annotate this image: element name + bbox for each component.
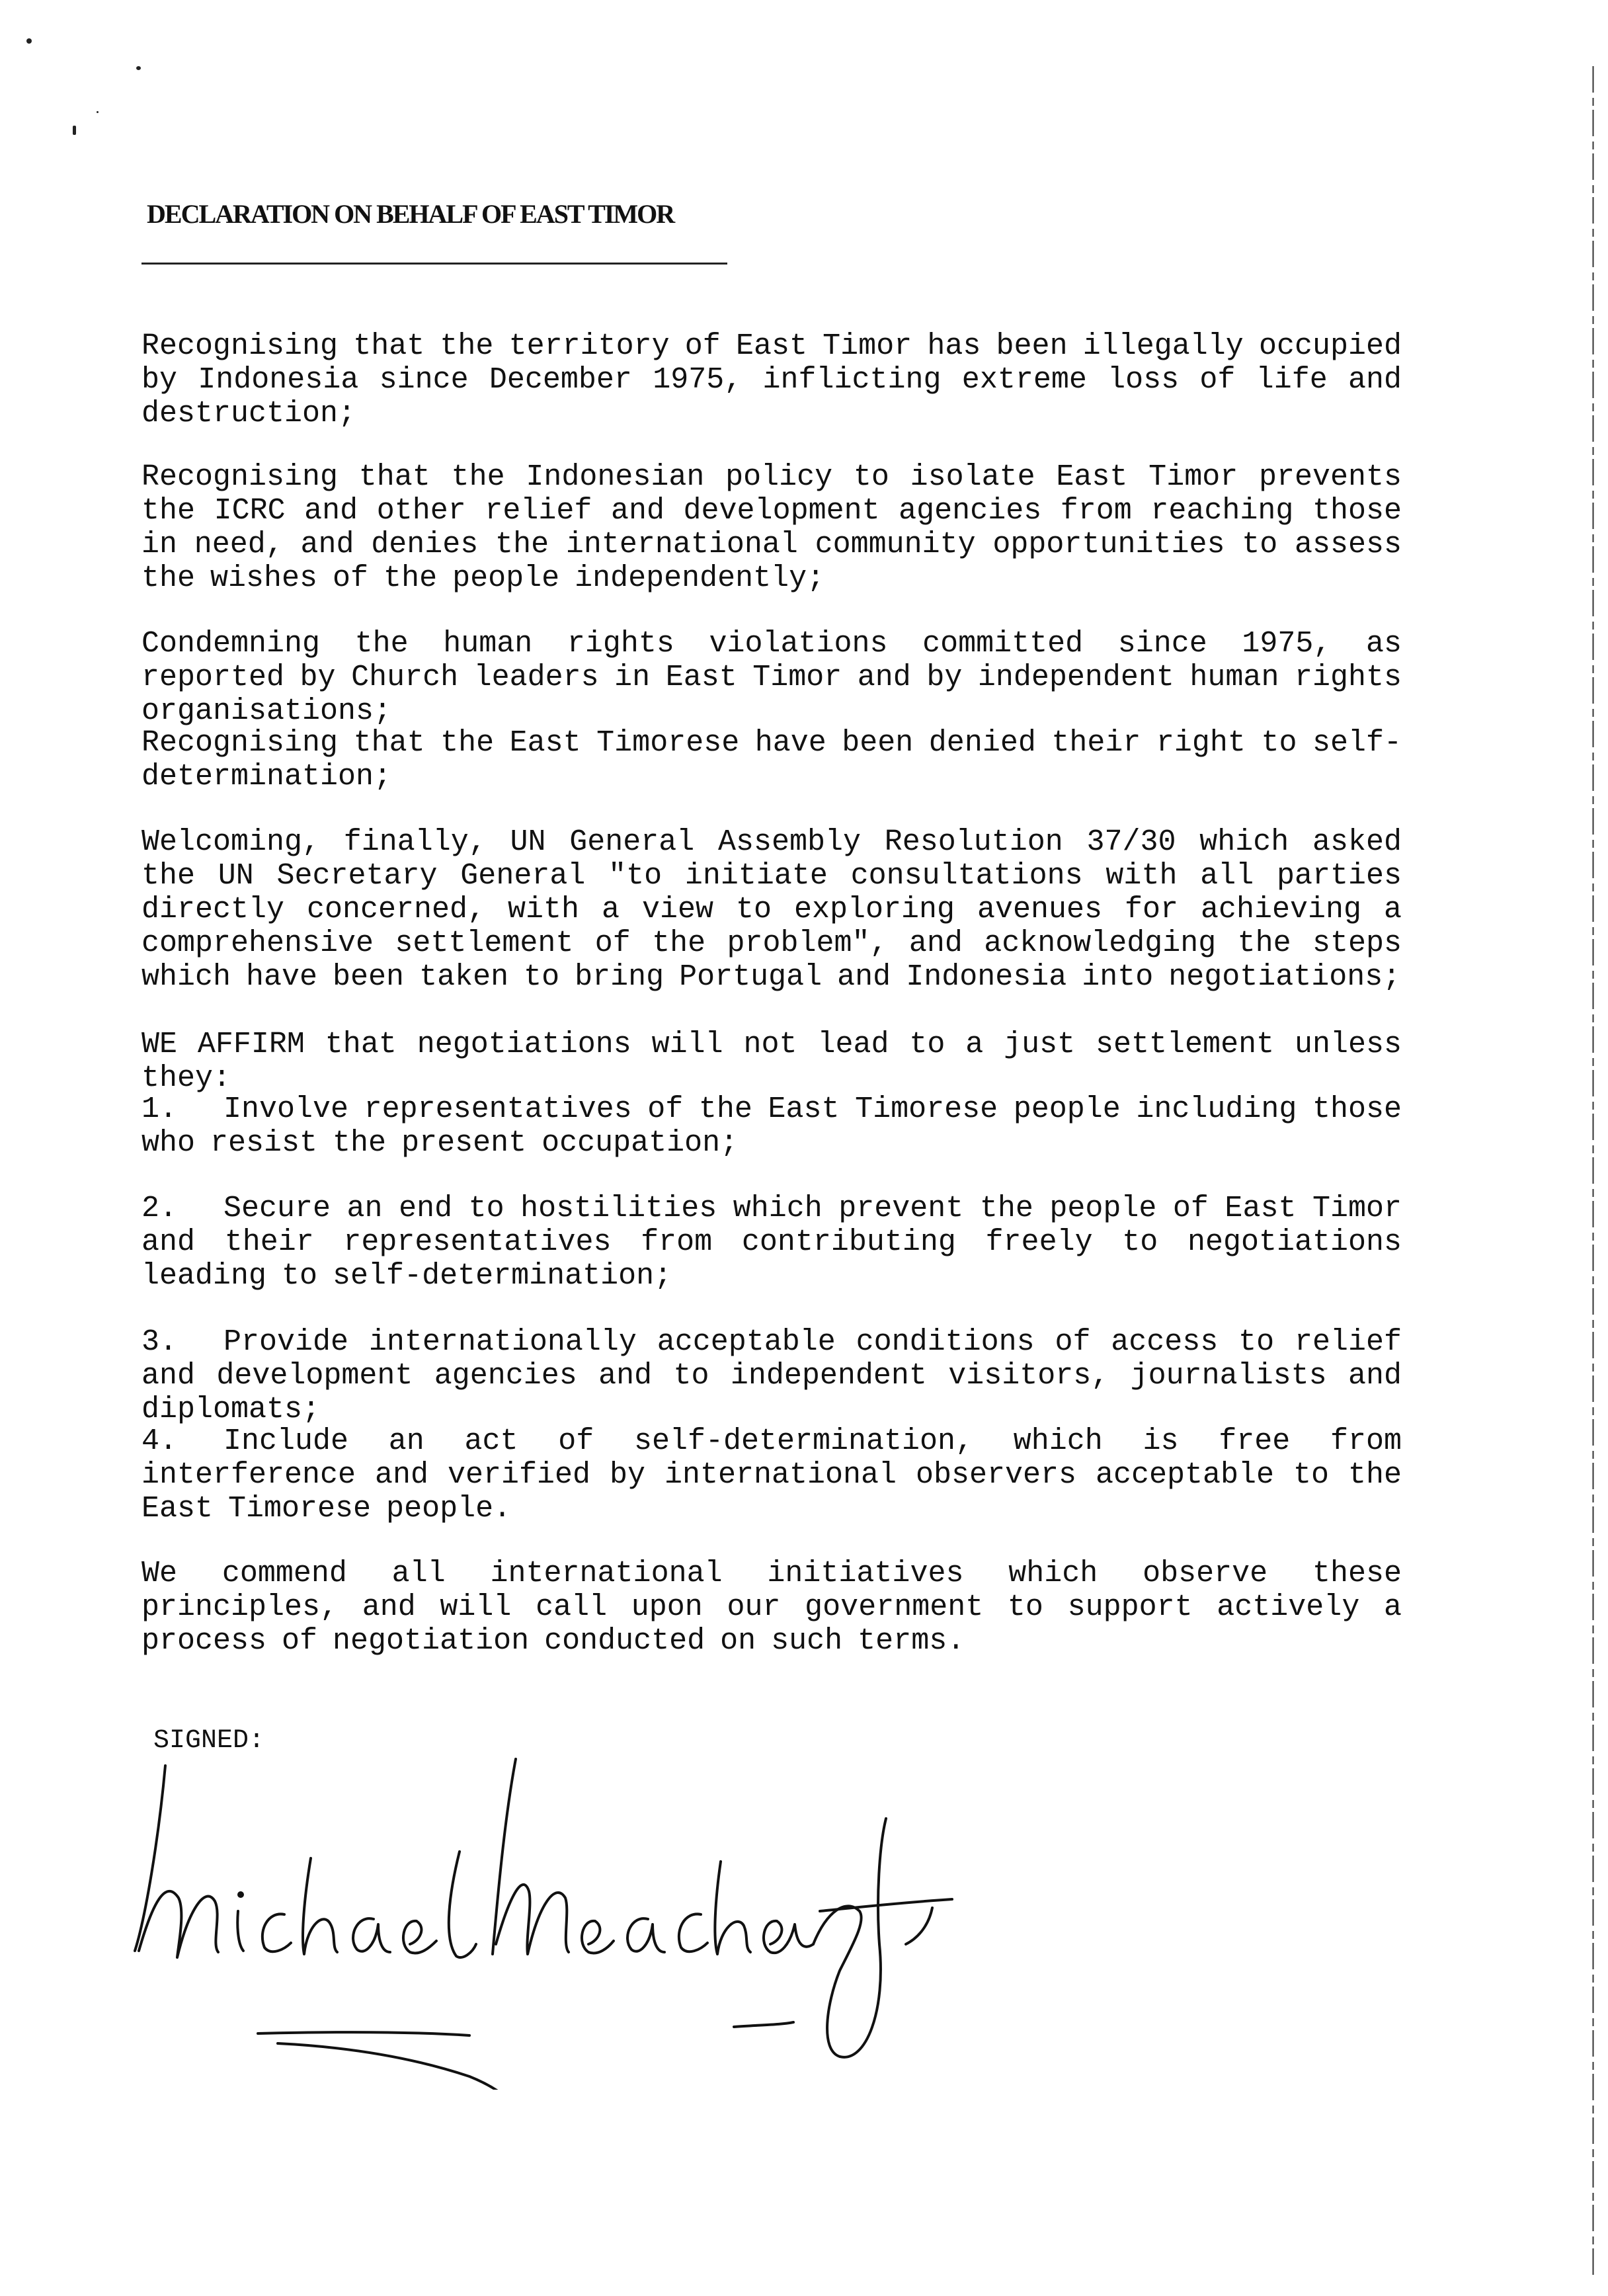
- list-item: [141, 1192, 1402, 1293]
- paragraph-condemning-violations: Condemning the human rights violations committed since 1975, as reported by Church leaders in East Timor and by independent human rights organisations;: [141, 627, 1402, 728]
- scan-speck: [136, 66, 141, 70]
- paragraph-welcoming-resolution: Welcoming, finally, UN General Assembly Resolution 37/30 which asked the UN Secretary General "to initiate consultations with all parties directly concerned, with a view to exploring avenues for achieving a comprehensive settlement of the problem", and acknowledging the steps which have been taken to bring Portugal and Indonesia into negotiations;: [141, 825, 1402, 994]
- list-item-text: Secure an end to hostilities which prevent the people of East Timor and their representatives from contributing freely to negotiations leading to self-determination;: [141, 1192, 1402, 1293]
- scan-edge-line: [1592, 66, 1594, 2275]
- list-item: [141, 1092, 1402, 1160]
- list-item: [141, 1424, 1402, 1526]
- list-item-number: 4.: [141, 1424, 178, 1458]
- list-item-number: 2.: [141, 1192, 178, 1225]
- document-title: DECLARATION ON BEHALF OF EAST TIMOR: [147, 199, 674, 229]
- list-item-text: Include an act of self-determination, which is free from interference and verified by international observers acceptable to the East Timorese people.: [141, 1424, 1402, 1526]
- title-underline: [141, 263, 727, 265]
- list-item-text: Provide internationally acceptable conditions of access to relief and development agencies and to independent visitors, journalists and diplomats;: [141, 1325, 1402, 1426]
- paragraph-recognising-isolation: Recognising that the Indonesian policy to isolate East Timor prevents the ICRC and other relief and development agencies from reaching those in need, and denies the international community opportunities to assess the wishes of the people independently;: [141, 460, 1402, 595]
- list-item-number: 3.: [141, 1325, 178, 1359]
- list-item-text: Involve representatives of the East Timorese people including those who resist the present occupation;: [141, 1092, 1402, 1160]
- list-item-number: 1.: [141, 1092, 178, 1126]
- handwritten-signature: [126, 1746, 985, 2090]
- signed-label: SIGNED:: [153, 1726, 265, 1756]
- paragraph-closing: We commend all international initiatives which observe these principles, and will call upon our government to support actively a process of negotiation conducted on such terms.: [141, 1557, 1402, 1658]
- paragraph-we-affirm: WE AFFIRM that negotiations will not lead to a just settlement unless they:: [141, 1028, 1402, 1095]
- paragraph-recognising-occupation: Recognising that the territory of East Timor has been illegally occupied by Indonesia since December 1975, inflicting extreme loss of life and destruction;: [141, 329, 1402, 430]
- scan-speck: [97, 111, 99, 113]
- list-item: [141, 1325, 1402, 1426]
- scan-speck: [26, 38, 32, 44]
- paragraph-self-determination: Recognising that the East Timorese have been denied their right to self-determination;: [141, 726, 1402, 794]
- scan-speck: [73, 126, 76, 135]
